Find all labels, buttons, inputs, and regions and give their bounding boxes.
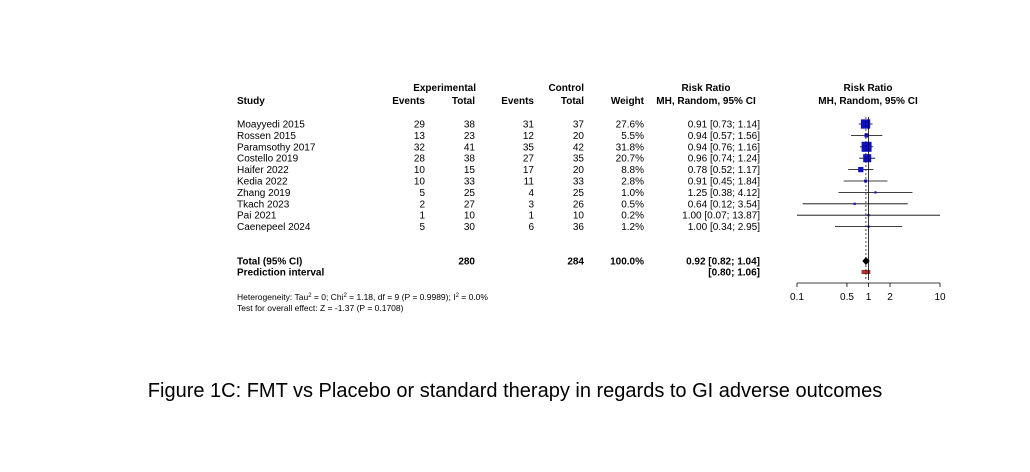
study-square xyxy=(874,191,876,193)
study-row xyxy=(237,177,760,188)
header-experimental: Experimental xyxy=(413,83,476,94)
study-square xyxy=(864,133,868,137)
header-risk-ratio-text: Risk Ratio xyxy=(681,83,731,94)
exp-total-cell: 38 xyxy=(463,119,475,131)
exp-events-cell: 5 xyxy=(419,187,425,199)
study-name: Tkach 2023 xyxy=(237,199,290,211)
x-tick-label: 10 xyxy=(934,292,946,303)
column-headers xyxy=(237,83,918,107)
exp-events-cell: 5 xyxy=(419,222,425,234)
exp-events-cell: 10 xyxy=(413,165,425,177)
study-rows xyxy=(237,120,760,234)
exp-events-cell: 13 xyxy=(413,130,425,142)
weight-cell: 31.8% xyxy=(615,142,644,154)
study-name: Zhang 2019 xyxy=(237,187,291,199)
study-name: Rossen 2015 xyxy=(237,130,296,142)
study-name: Haifer 2022 xyxy=(237,165,289,177)
exp-events-cell: 2 xyxy=(419,199,425,211)
exp-total-cell: 23 xyxy=(463,130,475,142)
study-name: Paramsothy 2017 xyxy=(237,142,316,154)
ctrl-events-cell: 35 xyxy=(522,142,534,154)
ctrl-total-cell: 42 xyxy=(572,142,584,154)
note-segment: = 0.0% xyxy=(458,292,488,302)
ctrl-total-cell: 25 xyxy=(572,187,584,199)
study-row xyxy=(237,165,760,176)
exp-total-cell: 41 xyxy=(463,142,475,154)
study-square xyxy=(862,142,872,152)
note-segment: = 1.18, df = 9 (P = 0.9989); I xyxy=(346,292,456,302)
x-tick-label: 0.1 xyxy=(790,292,804,303)
study-name: Caenepeel 2024 xyxy=(237,222,311,234)
risk-ratio-ci-cell: 1.25 [0.38; 4.12] xyxy=(687,187,760,199)
ctrl-events-cell: 17 xyxy=(522,165,534,177)
weight-cell: 8.8% xyxy=(621,165,644,177)
total-weight: 100.0% xyxy=(610,256,644,268)
study-name: Pai 2021 xyxy=(237,210,277,222)
exp-total-cell: 27 xyxy=(463,199,475,211)
superscript: 2 xyxy=(343,293,347,299)
ctrl-events-cell: 4 xyxy=(528,187,534,199)
header-study: Study xyxy=(237,96,265,107)
x-tick-label: 0.5 xyxy=(840,292,854,303)
header-exp-events: Events xyxy=(392,96,425,107)
note-segment: Heterogeneity: Tau xyxy=(237,292,309,302)
risk-ratio-ci-cell: 1.00 [0.07; 13.87] xyxy=(682,210,760,222)
study-row xyxy=(237,188,760,199)
risk-ratio-ci-cell: 1.00 [0.34; 2.95] xyxy=(687,222,760,234)
header-exp-total: Total xyxy=(451,96,475,107)
weight-cell: 1.0% xyxy=(621,187,644,199)
header-method-text: MH, Random, 95% CI xyxy=(656,96,756,107)
header-ctrl-events: Events xyxy=(501,96,534,107)
overall-effect-note: Test for overall effect: Z = -1.37 (P = 0.1708) xyxy=(237,303,404,313)
ctrl-events-cell: 6 xyxy=(528,222,534,234)
weight-cell: 0.2% xyxy=(621,210,644,222)
heterogeneity-note xyxy=(237,292,488,302)
weight-cell: 27.6% xyxy=(615,119,644,131)
total-ctrl: 284 xyxy=(567,256,584,268)
exp-total-cell: 33 xyxy=(463,176,475,188)
exp-total-cell: 15 xyxy=(463,165,475,177)
exp-total-cell: 38 xyxy=(463,153,475,165)
study-square xyxy=(858,167,863,172)
risk-ratio-ci-cell: 0.94 [0.57; 1.56] xyxy=(687,130,760,142)
ctrl-total-cell: 20 xyxy=(572,130,584,142)
ctrl-events-cell: 12 xyxy=(522,130,534,142)
exp-events-cell: 32 xyxy=(413,142,425,154)
ctrl-total-cell: 37 xyxy=(572,119,584,131)
study-row xyxy=(237,142,760,153)
header-method-plot: MH, Random, 95% CI xyxy=(818,96,918,107)
exp-events-cell: 28 xyxy=(413,153,425,165)
total-label: Total (95% CI) xyxy=(237,256,303,268)
weight-cell: 0.5% xyxy=(621,199,644,211)
exp-events-cell: 1 xyxy=(419,210,425,222)
risk-ratio-ci-cell: 0.94 [0.76; 1.16] xyxy=(687,142,760,154)
footer-notes xyxy=(237,292,488,313)
ctrl-events-cell: 27 xyxy=(522,153,534,165)
study-row xyxy=(237,199,760,210)
ctrl-total-cell: 35 xyxy=(572,153,584,165)
risk-ratio-ci-cell: 0.91 [0.73; 1.14] xyxy=(687,119,760,131)
ctrl-total-cell: 26 xyxy=(572,199,584,211)
header-risk-ratio-plot: Risk Ratio xyxy=(843,83,893,94)
study-row xyxy=(237,211,760,222)
prediction-label: Prediction interval xyxy=(237,267,325,279)
exp-total-cell: 25 xyxy=(463,187,475,199)
summary-rows xyxy=(237,257,760,279)
plot-area xyxy=(790,117,946,303)
weight-cell: 5.5% xyxy=(621,130,644,142)
superscript: 2 xyxy=(308,293,312,299)
study-row xyxy=(237,222,760,233)
study-row xyxy=(237,131,760,142)
weight-cell: 2.8% xyxy=(621,176,644,188)
risk-ratio-ci-cell: 0.96 [0.74; 1.24] xyxy=(687,153,760,165)
risk-ratio-ci-cell: 0.64 [0.12; 3.54] xyxy=(687,199,760,211)
ctrl-events-cell: 3 xyxy=(528,199,534,211)
exp-events-cell: 29 xyxy=(413,119,425,131)
weight-cell: 20.7% xyxy=(615,153,644,165)
ctrl-total-cell: 10 xyxy=(572,210,584,222)
study-square xyxy=(854,203,856,205)
ctrl-total-cell: 20 xyxy=(572,165,584,177)
ctrl-total-cell: 33 xyxy=(572,176,584,188)
note-segment: = 0; Chi xyxy=(311,292,344,302)
total-exp: 280 xyxy=(458,256,475,268)
risk-ratio-ci-cell: 0.91 [0.45; 1.84] xyxy=(687,176,760,188)
weight-cell: 1.2% xyxy=(621,222,644,234)
x-tick-label: 2 xyxy=(887,292,893,303)
header-ctrl-total: Total xyxy=(560,96,584,107)
ctrl-events-cell: 1 xyxy=(528,210,534,222)
total-ci: 0.92 [0.82; 1.04] xyxy=(686,256,760,268)
risk-ratio-ci-cell: 0.78 [0.52; 1.17] xyxy=(687,165,760,177)
study-row xyxy=(237,154,760,165)
exp-total-cell: 10 xyxy=(463,210,475,222)
x-tick-label: 1 xyxy=(865,292,872,303)
prediction-ci: [0.80; 1.06] xyxy=(708,267,760,279)
ctrl-events-cell: 31 xyxy=(522,119,534,131)
exp-total-cell: 30 xyxy=(463,222,475,234)
exp-events-cell: 10 xyxy=(413,176,425,188)
ctrl-events-cell: 11 xyxy=(523,176,534,188)
figure-caption: Figure 1C: FMT vs Placebo or standard therapy in regards to GI adverse outcomes xyxy=(147,380,883,402)
study-square xyxy=(863,154,871,162)
header-weight: Weight xyxy=(610,96,644,107)
study-name: Kedia 2022 xyxy=(237,176,288,188)
study-row xyxy=(237,120,760,131)
header-control: Control xyxy=(548,83,584,94)
ctrl-total-cell: 36 xyxy=(572,222,584,234)
study-name: Costello 2019 xyxy=(237,153,299,165)
study-name: Moayyedi 2015 xyxy=(237,119,305,131)
superscript: 2 xyxy=(455,293,459,299)
